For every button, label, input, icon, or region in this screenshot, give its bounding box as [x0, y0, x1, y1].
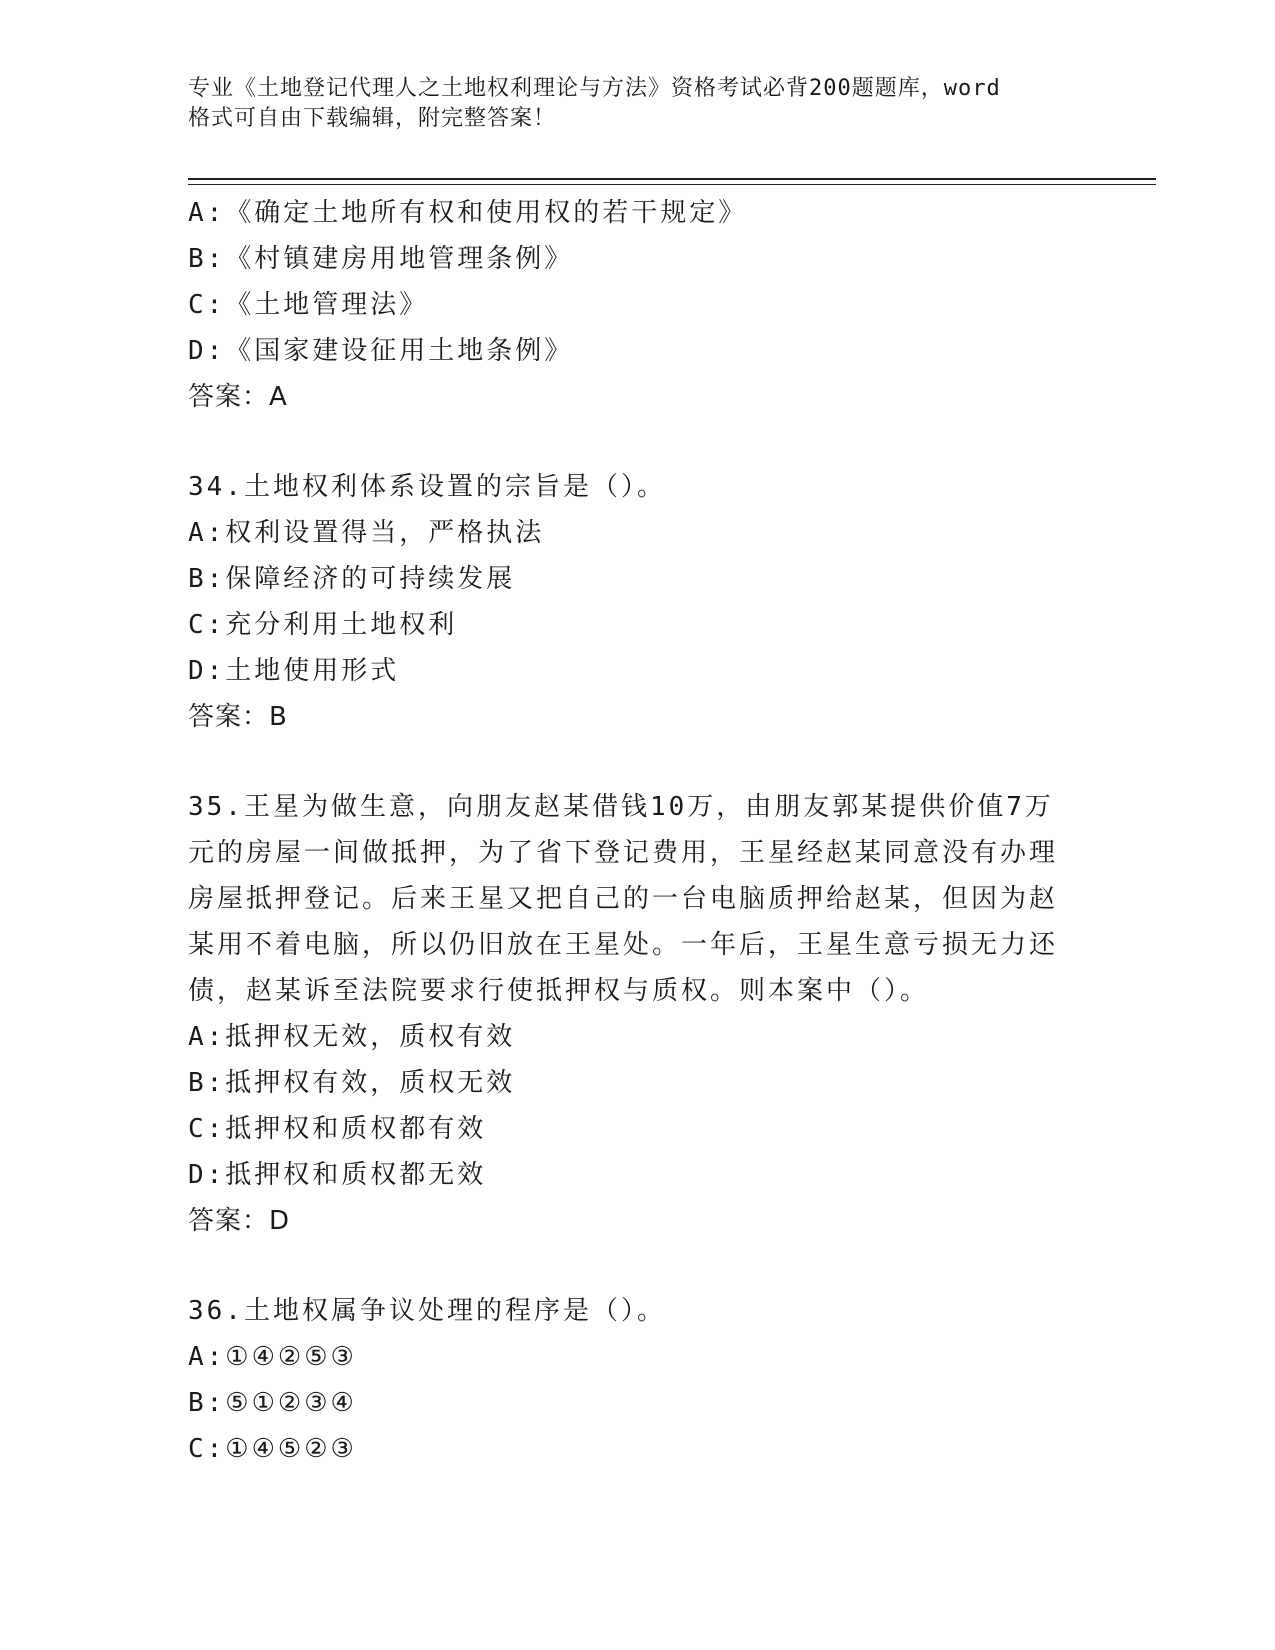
header-divider-thick [188, 178, 1156, 180]
option-b: B:《村镇建房用地管理条例》 [188, 244, 574, 274]
answer-line: 答案：D [188, 1206, 291, 1236]
answer-line: 答案：B [188, 702, 288, 732]
option-d: D:《国家建设征用土地条例》 [188, 336, 574, 366]
option-b: B:保障经济的可持续发展 [188, 564, 516, 594]
question-content [188, 190, 1068, 1472]
question-stem-line: 元的房屋一间做抵押，为了省下登记费用，王星经赵某同意没有办理 [188, 838, 1059, 868]
option-c: C:抵押权和质权都有效 [188, 1114, 487, 1144]
question-36 [188, 1288, 1068, 1472]
option-c: C:①④⑤②③ [188, 1434, 357, 1464]
question-stem-line: 债，赵某诉至法院要求行使抵押权与质权。则本案中（）。 [188, 976, 930, 1006]
answer-line: 答案：A [188, 382, 288, 412]
question-34 [188, 464, 1068, 740]
question-stem: 34.土地权利体系设置的宗旨是（）。 [188, 472, 666, 502]
option-d: D:抵押权和质权都无效 [188, 1160, 487, 1190]
option-c: C:《土地管理法》 [188, 290, 429, 320]
option-d: D:土地使用形式 [188, 656, 400, 686]
option-c: C:充分利用土地权利 [188, 610, 458, 640]
question-stem-line: 房屋抵押登记。后来王星又把自己的一台电脑质押给赵某，但因为赵 [188, 884, 1059, 914]
header-divider-thin [188, 184, 1156, 185]
option-a: A:权利设置得当，严格执法 [188, 518, 545, 548]
question-stem-line: 35.王星为做生意，向朋友赵某借钱10万，由朋友郭某提供价值7万 [188, 792, 1054, 822]
question-stem: 36.土地权属争议处理的程序是（）。 [188, 1296, 666, 1326]
question-35 [188, 784, 1068, 1244]
document-header [188, 74, 1068, 134]
option-a: A:《确定土地所有权和使用权的若干规定》 [188, 198, 748, 228]
option-b: B:⑤①②③④ [188, 1388, 357, 1418]
question-33 [188, 190, 1068, 420]
question-stem-line: 某用不着电脑，所以仍旧放在王星处。一年后，王星生意亏损无力还 [188, 930, 1059, 960]
option-b: B:抵押权有效，质权无效 [188, 1068, 516, 1098]
option-a: A:①④②⑤③ [188, 1342, 357, 1372]
header-line-2: 格式可自由下载编辑，附完整答案！ [188, 106, 557, 131]
header-line-1: 专业《土地登记代理人之土地权利理论与方法》资格考试必背200题题库，word [188, 76, 1001, 101]
option-a: A:抵押权无效，质权有效 [188, 1022, 516, 1052]
